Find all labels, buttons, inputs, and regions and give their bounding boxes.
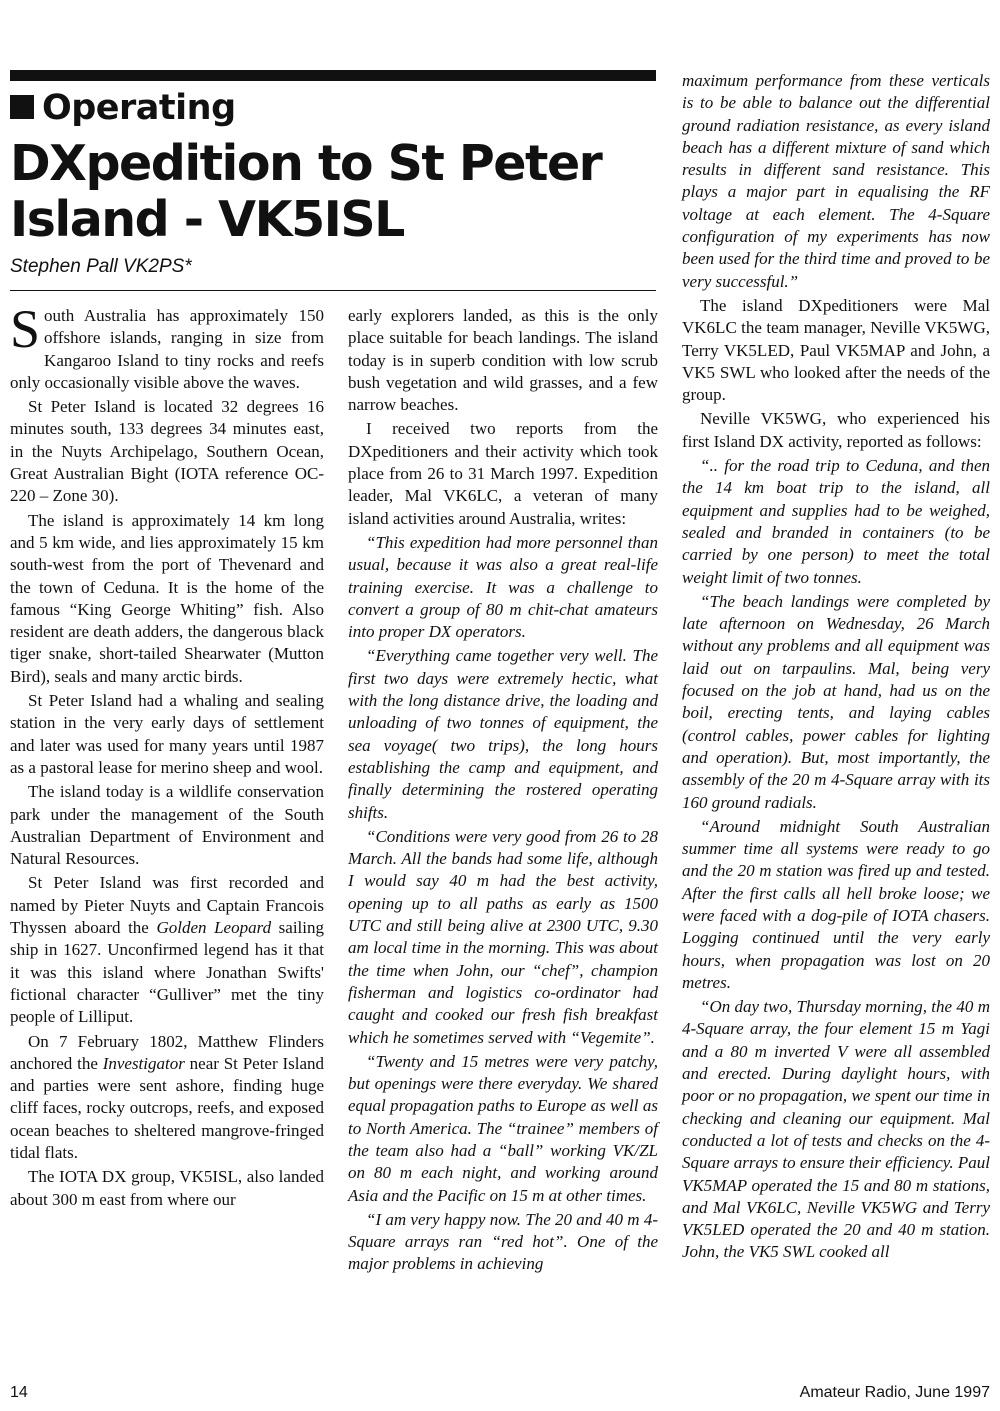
- paragraph-text: On 7 February 1802, Matthew Flinders anchored the: [10, 1031, 324, 1073]
- quote-paragraph: maximum performance from these verticals is to be able to balance out the differential ground radiation resistance, as every island beach has a different mixture of sand which results in different sand resistance. This plays a major part in equalising the RF voltage at each element. The 4-Square configuration of my experiments has now been used for the third time and proved to be very successful.”: [682, 71, 990, 291]
- paragraph-text: near St Peter Island and parties were sent ashore, finding huge cliff faces, rocky outcrops, reefs, and exposed ocean beaches to sheltered mangrove-fringed tidal flats.: [10, 1053, 324, 1162]
- header-rule: [10, 70, 656, 81]
- quote-paragraph: “Around midnight South Australian summer time all systems were ready to go and the 20 m station was fired up and tested. After the first calls all hell broke loose; we were faced with a dog-pile of IOTA chasers. Logging continued until the very early hours, when propagation was lost on 20 metres.: [682, 816, 990, 992]
- column-3: [682, 70, 990, 1266]
- byline-rule: [10, 290, 656, 291]
- quote-paragraph: “Everything came together very well. The first two days were extremely hectic, what with the long distance drive, the loading and unloading of two tonnes of equipment, the sea voyage( two trips), the long hours establishing the camp and equipment, and finally determining the rostered operating shifts.: [348, 646, 658, 822]
- paragraph: The IOTA DX group, VK5ISL, also landed about 300 m east from where our: [10, 1167, 324, 1209]
- quote-paragraph: “Twenty and 15 metres were very patchy, but openings were there everyday. We shared equal propagation paths to Europe as well as to North America. The “trainee” members of the team also had a “ball” working VK/ZL on 80 m each night, and working around Asia and the Pacific on 15 m at other times.: [348, 1051, 658, 1205]
- quote-paragraph: “.. for the road trip to Ceduna, and then the 14 km boat trip to the island, all equipment and supplies had to be weighed, sealed and branded in containers (to be carried by one person) to meet the total weight limit of two tonnes.: [682, 456, 990, 587]
- paragraph: [10, 1031, 324, 1165]
- column-2: [348, 305, 658, 1278]
- quote-paragraph: “Conditions were very good from 26 to 28 March. All the bands had some life, although I would say 40 m had the best activity, opening up to all paths as early as 1500 UTC and still being alive at 2300 UTC, 9.30 am local time in the morning. This was about the time when John, our “chef”, champion fisherman and logistics co-ordinator had caught and cooked our fresh fish breakfast which he sometimes served with “Vegemite”.: [348, 826, 658, 1047]
- quote-paragraph: “The beach landings were completed by late afternoon on Wednesday, 26 March without any problems and all equipment was laid out on tarpaulins. Mal, being very focused on the job at hand, had us on the boil, erecting tents, and laying cables (control cables, power cables for lighting and operation). But, most importantly, the assembly of the 20 m 4-Square array with its 160 ground radials.: [682, 591, 990, 812]
- paragraph: early explorers landed, as this is the only place suitable for beach landings. The island today is in superb condition with low scrub bush vegetation and wild grasses, and a few narrow beaches.: [348, 306, 658, 415]
- quote-paragraph: “I am very happy now. The 20 and 40 m 4-Square arrays ran “red hot”. One of the major problems in achieving: [348, 1209, 658, 1274]
- ship-name: Investigator: [102, 1053, 185, 1073]
- paragraph: [10, 299, 324, 394]
- quote-paragraph: “This expedition had more personnel than usual, because it was also a great real-life training exercise. It was a challenge to convert a group of 80 m chit-chat amateurs into proper DX operators.: [348, 532, 658, 642]
- paragraph: St Peter Island is located 32 degrees 16 minutes south, 133 degrees 34 minutes east, in the Nuyts Archipelago, Southern Ocean, Great Australian Bight (IOTA reference OC-220 – Zone 30).: [10, 397, 324, 506]
- publication-footer: Amateur Radio, June 1997: [799, 1384, 990, 1401]
- paragraph: The island today is a wildlife conservation park under the management of the South Australian Department of Environment and Natural Resources.: [10, 782, 324, 869]
- article-byline: Stephen Pall VK2PS*: [10, 256, 192, 277]
- paragraph: St Peter Island had a whaling and sealing station in the very early days of settlement and later was used for many years until 1987 as a pastoral lease for merino sheep and wool.: [10, 691, 324, 777]
- section-title: Operating: [42, 88, 236, 128]
- quote-paragraph: “On day two, Thursday morning, the 40 m 4-Square array, the four element 15 m Yagi and a 80 m inverted V were all assembled and erected. During daylight hours, with poor or no propagation, we spent our time in checking and cleaning our equipment. Mal conducted a lot of tests and checks on the 4-Square arrays to ensure their efficiency. Paul VK5MAP operated the 15 and 80 m stations, and Mal VK6LC, Neville VK5WG and Terry VK5LED operated the 20 and 40 m station. John, the VK5 SWL cooked all: [682, 997, 990, 1262]
- page-number: 14: [10, 1384, 28, 1401]
- article-headline: DXpedition to St Peter Island - VK5ISL: [10, 135, 602, 248]
- paragraph-text: St Peter Island was first recorded and named by Pieter Nuyts and Captain Francois Thyssen aboard the: [10, 873, 324, 938]
- square-bullet-icon: [10, 95, 34, 119]
- paragraph: [10, 872, 324, 1028]
- column-1: [10, 299, 324, 1213]
- section-label: [10, 88, 236, 128]
- paragraph: I received two reports from the DXpeditioners and their activity which took place from 26 to 31 March 1997. Expedition leader, Mal VK6LC, a veteran of many island activities around Australia, writes:: [348, 419, 658, 528]
- drop-cap: S: [10, 299, 41, 359]
- paragraph: The island is approximately 14 km long and 5 km wide, and lies approximately 15 km south-west from the port of Thevenard and the town of Ceduna. It is the home of the famous “King George Whiting” fish. Also resident are death adders, the dangerous black tiger snake, short-tailed Shearwater (Mutton Bird), seals and many arctic birds.: [10, 510, 324, 686]
- ship-name: Golden Leopard: [156, 918, 272, 938]
- paragraph-text: sailing ship in 1627. Unconfirmed legend has it that it was this island where Jonathan Swifts' fictional character “Gulliver” met the tiny people of Lilliput.: [10, 918, 324, 1027]
- paragraph: Neville VK5WG, who experienced his first Island DX activity, reported as follows:: [682, 409, 990, 451]
- paragraph-text: outh Australia has approximately 150 offshore islands, ranging in size from Kangaroo Island to tiny rocks and reefs only occasionally visible above the waves.: [10, 306, 324, 392]
- paragraph: The island DXpeditioners were Mal VK6LC the team manager, Neville VK5WG, Terry VK5LED, Paul VK5MAP and John, a VK5 SWL who looked after the needs of the group.: [682, 295, 990, 405]
